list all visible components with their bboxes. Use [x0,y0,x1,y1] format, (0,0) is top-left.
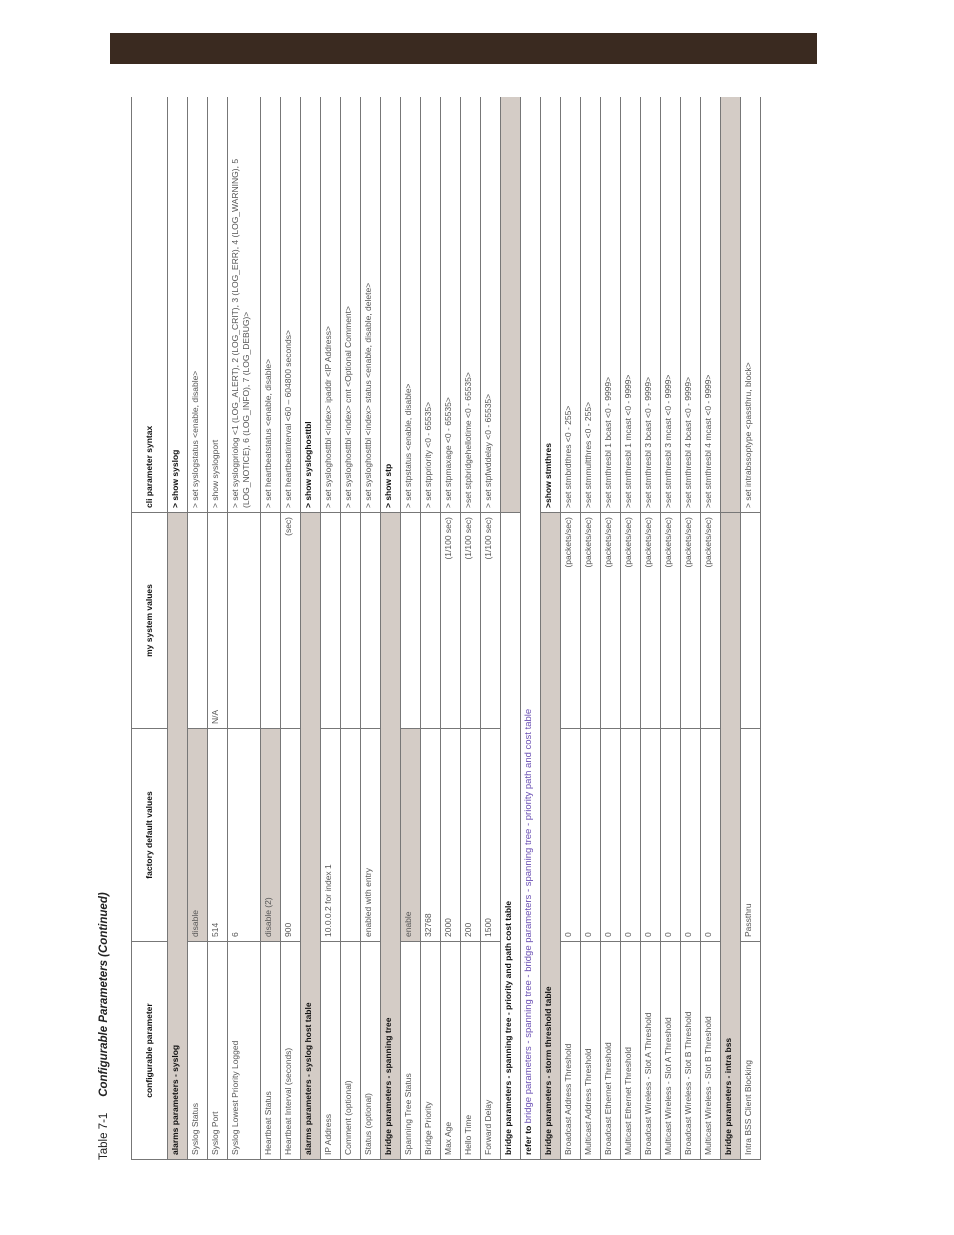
default-value: enabled with entry [361,728,380,941]
cli-syntax: >set stmthresbl 3 bcast <0 - 9999> [642,376,653,508]
parameter-name: Multicast Wireless - Slot B Threshold [701,941,720,1159]
default-value: 1500 [481,728,500,941]
priority-path-cost-cli [501,97,520,512]
parameter-name: Hello Time [461,941,480,1159]
my-system-value [321,512,340,728]
table-row [561,97,581,1159]
cli-syntax: > set stpmaxage <0 - 65535> [442,397,453,508]
cli-syntax: >set stmthresbl 3 mcast <0 - 9999> [662,374,673,508]
default-value: 0 [661,728,680,941]
default-value: 6 [228,728,259,941]
my-system-value [621,512,640,728]
my-system-value [421,512,440,728]
rotated-page [98,98,760,1160]
table-row [261,97,281,1159]
cli-syntax: >set stpbridgehellotime <0 - 65535> [462,372,473,508]
value-unit: (packets/sec) [662,517,673,568]
table-row [228,97,260,1159]
cli-syntax: > set syslogpriolog <1 (LOG_ALERT), 2 (LOG_CRIT), 3 (LOG_ERR), 4 (LOG_WARNING), 5 (LOG_NOTICE), 6 (LOG_INFO), 7 (LOG_DEBUG)> [230,158,252,508]
parameter-name: Max Age [441,941,460,1159]
table-header-row [132,97,168,1159]
my-system-value [581,512,600,728]
table-row [421,97,441,1159]
my-value-text: N/A [210,709,221,724]
cli-syntax: > set stppriority <0 - 65535> [422,401,433,508]
parameter-name: Heartbeat Interval (seconds) [281,941,300,1159]
parameter-name: Comment (optional) [341,941,360,1159]
parameter-name: Heartbeat Status [261,941,280,1159]
table-title: Configurable Parameters (Continued) [98,892,110,1097]
table-row [281,97,301,1159]
default-value: 900 [281,728,300,941]
table-row [601,97,621,1159]
priority-path-cost-title: bridge parameters - spanning tree - priority and path cost table [501,512,520,1159]
my-system-value [661,512,680,728]
value-unit: (packets/sec) [642,517,653,568]
parameter-name: Bridge Priority [421,941,440,1159]
section-cli [721,97,740,512]
section-row [541,97,561,1159]
default-value: 200 [461,728,480,941]
section-title: bridge parameters - storm threshold table [541,512,560,1159]
default-value: 0 [701,728,720,941]
priority-path-cost-link[interactable]: bridge parameters - spanning tree - bridge parameters - spanning tree - priority path and cost table [522,708,534,1124]
my-system-value [681,512,700,728]
table-row [401,97,421,1159]
my-system-value [601,512,620,728]
default-value: 0 [681,728,700,941]
my-system-value [261,512,280,728]
cli-syntax: >set stmthresbl 1 bcast <0 - 9999> [602,376,613,508]
my-system-value [208,512,227,728]
value-unit: (sec) [282,517,293,536]
parameter-name: Broadcast Address Threshold [561,941,580,1159]
table-row [641,97,661,1159]
section-cli: > show syslog [168,97,187,512]
cli-syntax: > set stpstatus <enable, disable> [402,383,413,508]
cli-syntax: > set stpfwddelay <0 - 65535> [482,393,493,508]
cli-syntax: >set stmthresbl 4 bcast <0 - 9999> [682,376,693,508]
value-unit: (packets/sec) [602,517,613,568]
default-value: 10.0.0.2 for index 1 [321,728,340,941]
table-row [341,97,361,1159]
value-unit: (packets/sec) [582,517,593,568]
section-row [168,97,188,1159]
parameters-table [131,97,761,1160]
my-system-value [441,512,460,728]
parameter-name: Syslog Port [208,941,227,1159]
table-row [441,97,461,1159]
parameter-name: Syslog Lowest Priority Logged [228,941,259,1159]
value-unit: (packets/sec) [622,517,633,568]
section-title: alarms parameters - syslog host table [301,512,320,1159]
parameter-name: Spanning Tree Status [401,941,420,1159]
parameter-name: Forward Delay [481,941,500,1159]
section-cli: > show stp [381,97,400,512]
cli-syntax: > set syslogstatus <enable, disable> [190,370,201,508]
default-value: 0 [561,728,580,941]
parameter-name: Intra BSS Client Blocking [741,941,760,1159]
default-value: 0 [581,728,600,941]
priority-path-cost-row [501,97,521,1159]
section-title: alarms parameters - syslog [168,512,187,1159]
header-my-system-values: my system values [132,512,167,728]
section-row [381,97,401,1159]
cli-syntax: > set heartbeatstatus <enable, disable> [262,358,273,508]
header-cli-syntax: cli parameter syntax [144,425,155,508]
my-system-value [561,512,580,728]
my-system-value [361,512,380,728]
parameter-name: Multicast Wireless - Slot A Threshold [661,941,680,1159]
cli-syntax: >set stmthresbl 4 mcast <0 - 9999> [702,374,713,508]
table-row [361,97,381,1159]
default-value: 0 [641,728,660,941]
table-row [701,97,721,1159]
cli-syntax: > set sysloghosttbl <index> ipaddr <IP Address> [322,325,333,508]
my-system-value [188,512,207,728]
default-value: 0 [601,728,620,941]
header-configurable-parameter: configurable parameter [132,941,167,1159]
table-number: Table 7-1 [98,1112,110,1160]
default-value: disable [188,728,207,941]
default-value: 0 [621,728,640,941]
value-unit: (packets/sec) [682,517,693,568]
parameter-name: Broadcast Ethernet Threshold [601,941,620,1159]
my-system-value [228,512,259,728]
section-title: bridge parameters - intra bss [721,512,740,1159]
cli-syntax: >set stmthresbl 1 mcast <0 - 9999> [622,374,633,508]
table-row [461,97,481,1159]
parameter-name: Broadcast Wireless - Slot A Threshold [641,941,660,1159]
value-unit: (1/100 sec) [462,517,473,560]
parameter-name: Multicast Address Threshold [581,941,600,1159]
table-caption [98,892,118,1160]
table-row [208,97,228,1159]
table-row [581,97,601,1159]
parameter-name: IP Address [321,941,340,1159]
cli-syntax: > set heartbeatinterval <60 – 604800 seconds> [282,330,293,508]
parameter-name: Status (optional) [361,941,380,1159]
header-bar [110,33,817,64]
table-row [621,97,641,1159]
my-system-value [461,512,480,728]
table-row [681,97,701,1159]
default-value: Passthru [741,728,760,941]
section-cli: >show stmthres [541,97,560,512]
parameter-name: Syslog Status [188,941,207,1159]
my-system-value [741,512,760,728]
refer-to-row [521,97,541,1159]
section-row [301,97,321,1159]
cli-syntax: > show syslogport [210,439,221,508]
parameter-name: Multicast Ethernet Threshold [621,941,640,1159]
my-system-value [341,512,360,728]
table-row [321,97,341,1159]
table-row [741,97,761,1159]
section-cli: > show sysloghosttbl [301,97,320,512]
value-unit: (packets/sec) [702,517,713,568]
table-row [481,97,501,1159]
default-value: 514 [208,728,227,941]
my-system-value [281,512,300,728]
section-row [721,97,741,1159]
value-unit: (packets/sec) [562,517,573,568]
value-unit: (1/100 sec) [482,517,493,560]
my-system-value [641,512,660,728]
cli-syntax: >set stmbrdthres <0 - 255> [562,405,573,508]
my-system-value [401,512,420,728]
refer-to-cell [521,97,540,1159]
value-unit: (1/100 sec) [442,517,453,560]
cli-syntax: > set sysloghosttbl <index> status <enable, disable, delete> [362,282,373,508]
table-row [661,97,681,1159]
cli-syntax: > set intrabssoptype <passthru, block> [742,362,753,508]
default-value: 2000 [441,728,460,941]
default-value: enable [401,728,420,941]
header-factory-default: factory default values [132,728,167,941]
default-value: disable (2) [261,728,280,941]
default-value: 32768 [421,728,440,941]
cli-syntax: >set stmmultthres <0 - 255> [582,401,593,508]
refer-to-label: refer to [522,1123,533,1155]
default-value [341,728,360,941]
table-row [188,97,208,1159]
section-title: bridge parameters - spanning tree [381,512,400,1159]
my-system-value [701,512,720,728]
parameter-name: Broadcast Wireless - Slot B Threshold [681,941,700,1159]
cli-syntax: > set sysloghosttbl <index> cmt <Optional Comment> [342,306,353,508]
my-system-value [481,512,500,728]
